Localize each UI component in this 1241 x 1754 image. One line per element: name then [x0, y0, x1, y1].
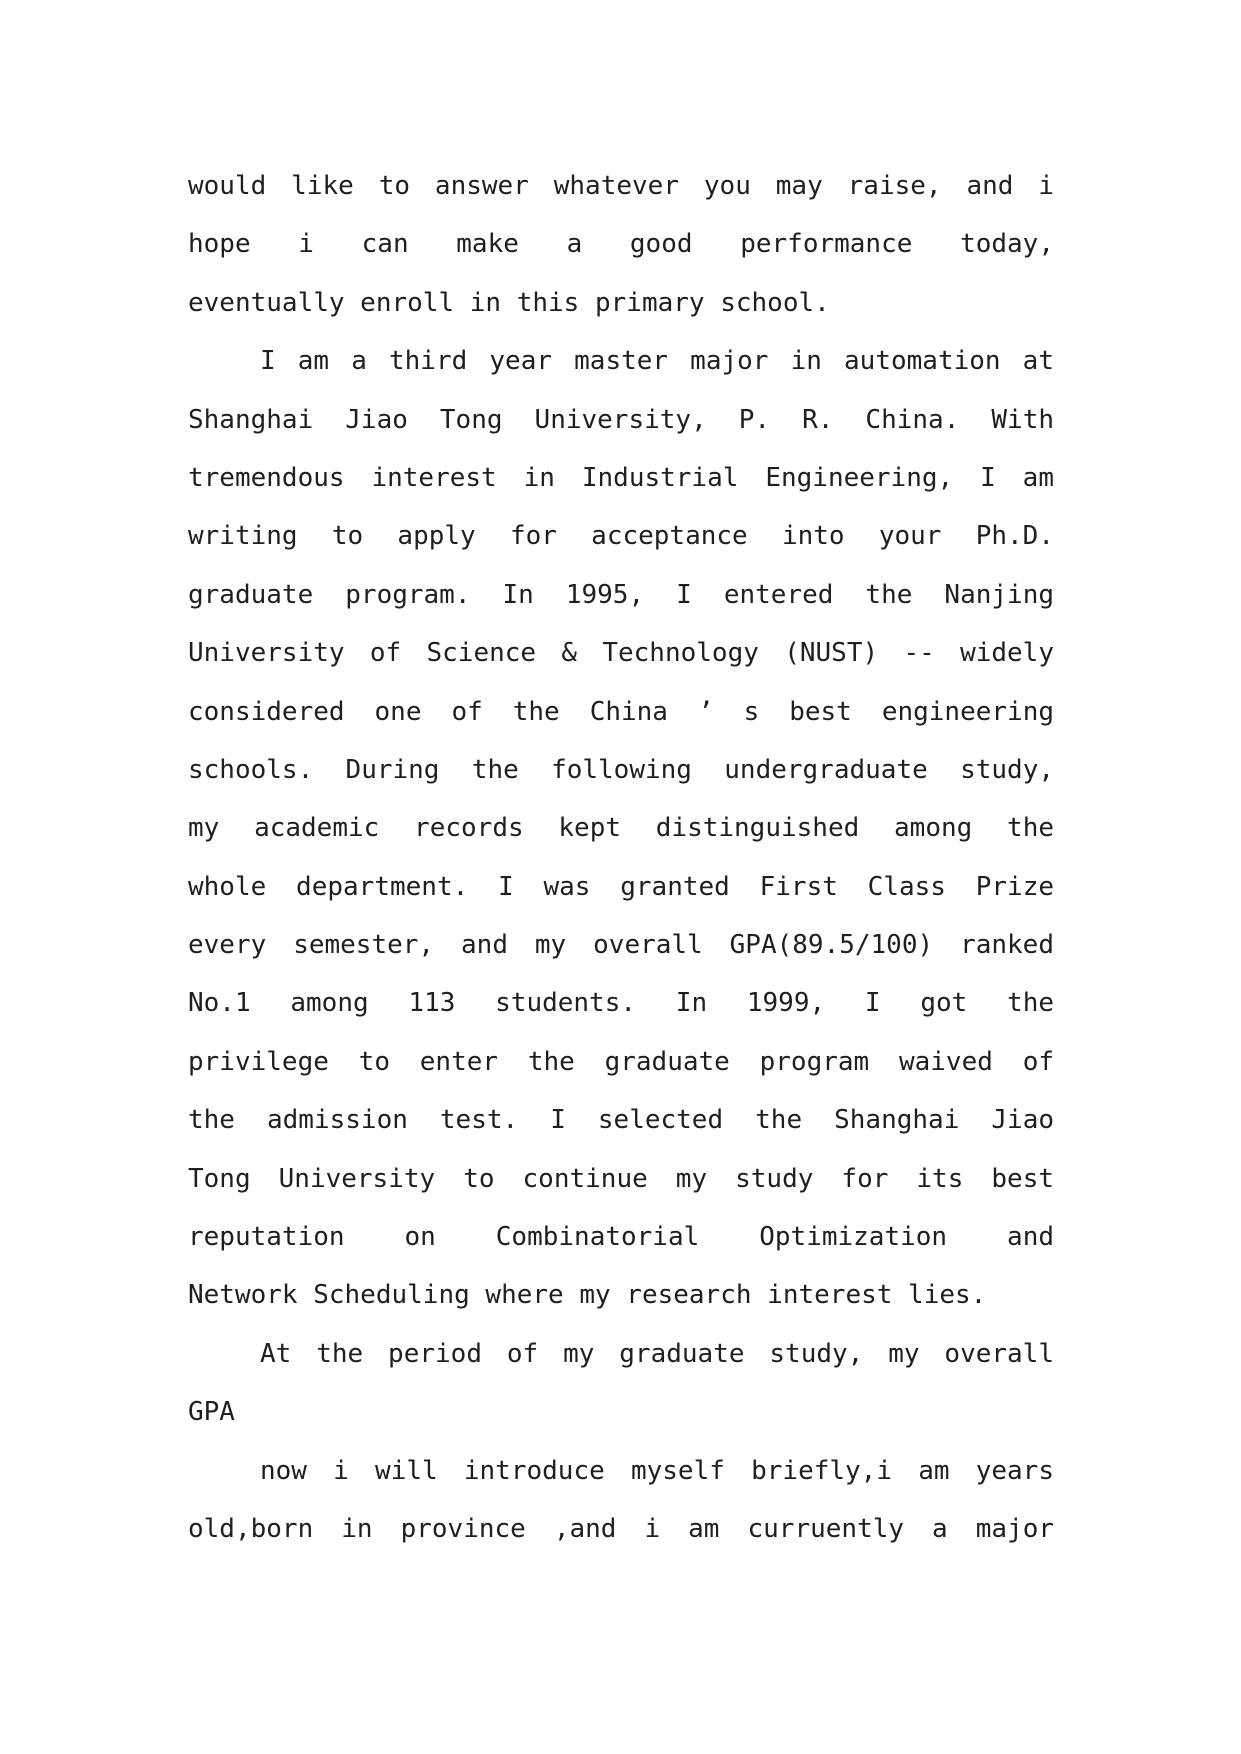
paragraph-line: eventually enroll in this primary school.: [188, 287, 830, 318]
paragraph-line: old,born in province ,and i am curruently a major: [188, 1513, 1054, 1544]
paragraph-line: graduate program. In 1995, I entered the Nanjing: [188, 579, 1054, 610]
paragraph-line: GPA: [188, 1397, 235, 1428]
paragraph-line: the admission test. I selected the Shanghai Jiao: [188, 1105, 1054, 1136]
paragraph-line: privilege to enter the graduate program waived of: [188, 1046, 1054, 1077]
paragraph-line: Shanghai Jiao Tong University, P. R. China. With: [188, 404, 1054, 435]
paragraph-line: now i will introduce myself briefly,i am years: [260, 1455, 1054, 1486]
paragraph-line: writing to apply for acceptance into your Ph.D.: [188, 521, 1054, 552]
paragraph-line: No.1 among 113 students. In 1999, I got the: [188, 988, 1054, 1019]
paragraph-line: University of Science & Technology (NUST) -- widely: [188, 638, 1054, 669]
paragraph-line: Network Scheduling where my research interest lies.: [188, 1280, 987, 1311]
paragraph-line: would like to answer whatever you may raise, and i: [188, 171, 1054, 201]
paragraph-line: tremendous interest in Industrial Engineering, I am: [188, 462, 1054, 493]
paragraph-line: my academic records kept distinguished among the: [188, 813, 1054, 844]
paragraph-line: At the period of my graduate study, my overall: [260, 1338, 1054, 1369]
paragraph-line: considered one of the China ’ s best engineering: [188, 696, 1054, 727]
paragraph-line: hope i can make a good performance today,: [188, 229, 1054, 260]
paragraph-line: every semester, and my overall GPA(89.5/100) ranked: [188, 930, 1054, 961]
paragraph-line: reputation on Combinatorial Optimization and: [188, 1222, 1054, 1253]
document-body: [188, 157, 1054, 1558]
paragraph-line: whole department. I was granted First Class Prize: [188, 871, 1054, 902]
paragraph-line: I am a third year master major in automation at: [260, 346, 1054, 377]
paragraph-line: Tong University to continue my study for its best: [188, 1163, 1054, 1194]
paragraph-line: schools. During the following undergraduate study,: [188, 754, 1054, 785]
